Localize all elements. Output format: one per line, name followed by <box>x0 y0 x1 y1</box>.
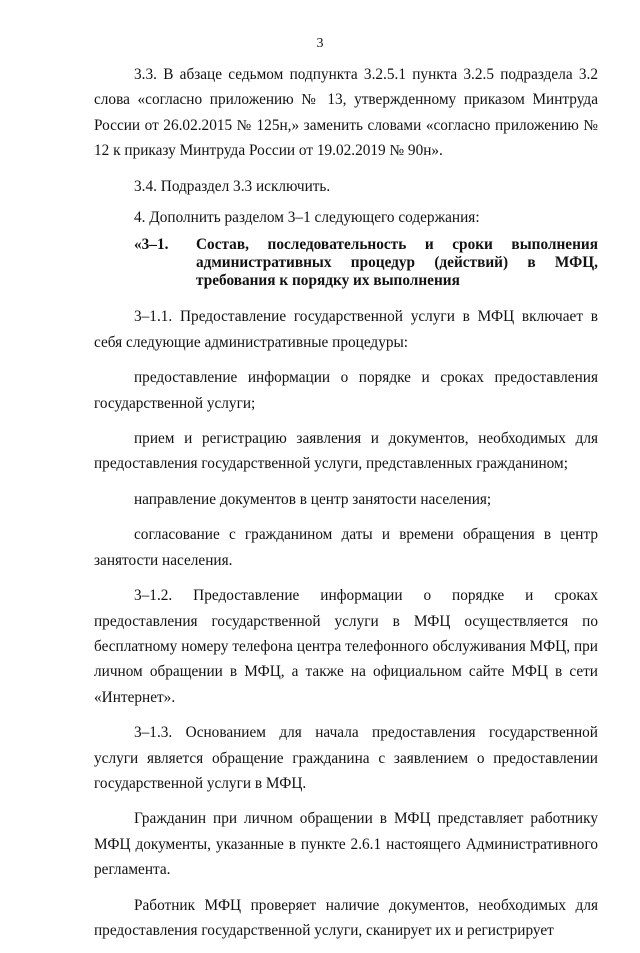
document-body <box>94 62 598 953</box>
paragraph-3-1-1: 3–1.1. Предоставление государственной услуги в МФЦ включает в себя следующие административные процедуры: <box>94 308 598 351</box>
section-heading-text: Состав, последовательность и сроки выполнения административных процедур (действий) в МФЦ, требования к порядку их выполнения <box>196 236 598 290</box>
paragraph-3-3: 3.3. В абзаце седьмом подпункта 3.2.5.1 пункта 3.2.5 подраздела 3.2 слова «согласно приложению № 13, утвержденному приказом Минтруда России от 26.02.2015 № 125н,» заменить словами «согласно приложению № 12 к приказу Минтруда России от 19.02.2019 № 90н». <box>94 66 598 160</box>
paragraph-procedure-forwarding: направление документов в центр занятости населения; <box>134 490 492 508</box>
paragraph-worker-check: Работник МФЦ проверяет наличие документов, необходимых для предоставления государственной услуги, сканирует их и регистрирует <box>94 896 598 939</box>
section-heading <box>94 236 598 290</box>
paragraph-3-1-2: 3–1.2. Предоставление информации о порядке и сроках предоставления государственной услуги в МФЦ осуществляется по бесплатному номеру телефона центра телефонного обслуживания МФЦ, при личном обращении в МФЦ, а также на официальном сайте МФЦ в сети «Интернет». <box>94 587 598 706</box>
page-number: 3 <box>316 36 324 51</box>
paragraph-procedure-reception: прием и регистрацию заявления и документов, необходимых для предоставления государственной услуги, представленных гражданином; <box>94 430 598 473</box>
paragraph-3-4: 3.4. Подраздел 3.3 исключить. <box>134 177 331 195</box>
paragraph-personal-appeal: Гражданин при личном обращении в МФЦ представляет работнику МФЦ документы, указанные в пункте 2.6.1 настоящего Административного регламента. <box>94 810 598 879</box>
section-heading-number: «3–1. <box>134 236 169 254</box>
paragraph-4: 4. Дополнить разделом 3–1 следующего содержания: <box>134 209 480 227</box>
paragraph-3-1-3: 3–1.3. Основанием для начала предоставления государственной услуги является обращение гражданина с заявлением о предоставлении государственной услуги в МФЦ. <box>94 724 598 792</box>
paragraph-procedure-scheduling: согласование с гражданином даты и времени обращения в центр занятости населения. <box>94 526 598 569</box>
paragraph-procedure-info: предоставление информации о порядке и сроках предоставления государственной услуги; <box>94 369 598 412</box>
